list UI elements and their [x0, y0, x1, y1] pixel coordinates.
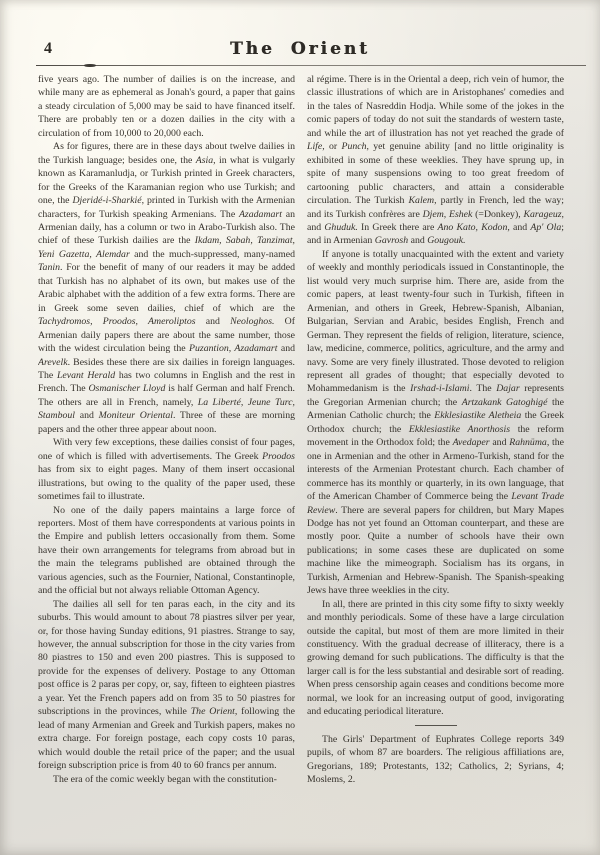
- text-segment: , partly in French, led the way; and its Turkish confrères are: [307, 195, 564, 220]
- paragraph: [38, 73, 295, 140]
- periodical-title: Djem, Eshek: [422, 208, 473, 220]
- periodical-title: Life: [307, 141, 323, 153]
- text-segment: , the one in Armenian and the other in Armeno-Turkish, stand for the interests of the Armenian Protestant church. Each chamber of commerce has its monthly or quarterly, in its own language, that of the American Chamber of Commerce being the: [307, 437, 564, 503]
- periodical-title: Puzantion, Azadamart: [189, 343, 278, 355]
- text-segment: and the much-suppressed, many-named: [129, 248, 295, 260]
- text-segment: and: [195, 316, 231, 328]
- periodical-title: Osmanischer Lloyd: [88, 383, 166, 395]
- periodical-title: Tachydromos, Proodos, Ameroliptos: [38, 316, 196, 328]
- text-segment: If anyone is totally unacquainted with the extent and variety of weekly and monthly periodicals issued in Constantinople, the list would very much surprise him. There are, aside from the comic papers, at least twenty-four such in Turkish, fifteen in Armenian, and others in Greek, Hebrew-Spanish, Albanian, Bulgarian, Servian and Arabic, besides English, French and German. They represent the fields of religion, literature, science, law, medicine, commerce, politics, agriculture, and the army and navy. Some are very finely illustrated. Those devoted to religion represent all grades of thought; that especially devoted to Mohammedanism is the: [307, 248, 564, 395]
- text-segment: The Girls' Department of Euphrates College reports 349 pupils, of whom 87 are boarders. The religious affiliations are, Gregorians, 189; Protestants, 132; Catholics, 2; Syrians, 4; Moslems, 2.: [307, 733, 564, 786]
- text-segment: and: [75, 410, 99, 422]
- periodical-title: Punch: [341, 141, 367, 153]
- paragraph: [307, 733, 564, 787]
- periodical-title: Irshad-i-Islami: [410, 383, 470, 395]
- periodical-title: Karageuz: [523, 208, 562, 220]
- periodical-title: The Orient: [190, 706, 235, 718]
- text-segment: the Armenian Catholic church; the: [307, 396, 564, 422]
- left-column: [38, 73, 295, 845]
- text-segment: and: [489, 437, 510, 449]
- text-segment: has from six to eight pages. Many of them insert occasional illustrations, but owing to the quality of the paper used, these sometimes fail to illustrate.: [38, 464, 295, 503]
- text-segment: As for figures, there are in these days about twelve dailies in the Turkish language; besides one, the: [38, 141, 295, 166]
- right-column: [307, 73, 564, 845]
- periodical-title: Azadamart: [238, 208, 282, 220]
- text-segment: , or: [322, 141, 342, 153]
- text-segment: has two columns in English and the rest in French. The: [38, 369, 295, 395]
- periodical-title: Avedaper: [452, 437, 490, 449]
- paragraph: [307, 598, 564, 719]
- paragraph: [38, 140, 295, 436]
- text-segment: (=Donkey),: [472, 208, 524, 220]
- periodical-title: Ap' Ola: [530, 221, 562, 233]
- paragraph: [307, 73, 564, 248]
- text-segment: , in what is vulgarly known as Karamanludja, or Turkish printed in Greek characters, for the Greeks of the Karamanian region who use Turkish; and one, the: [38, 154, 295, 207]
- page-number: 4: [44, 40, 53, 57]
- paragraph: [38, 436, 295, 503]
- periodical-title: Proodos: [262, 450, 295, 462]
- paragraph: [38, 773, 295, 786]
- periodical-title: Moniteur Oriental: [98, 410, 173, 422]
- text-segment: . For the benefit of many of our readers it may be added that Turkish has no alphabet of its own, but makes use of the Arabic alphabet with the addition of a few extra forms. There are in Greek some seven dailies, chief of which are the: [38, 262, 295, 314]
- masthead-title: The Orient: [230, 39, 370, 59]
- text-segment: , following the lead of many Armenian and Greek and Turkish papers, makes no extra charge. For foreign postage, each copy costs 10 paras, which would double the retail price of the paper; and the usual foreign subscription price is from 40 to 60 francs per annum.: [38, 706, 295, 772]
- text-columns: [38, 73, 564, 845]
- text-segment: the reform movement in the Orthodox fold; the: [307, 423, 564, 449]
- text-segment: is half German and half French. The others are all in French, namely,: [38, 383, 295, 408]
- header-rule: [36, 64, 586, 67]
- paragraph: [38, 504, 295, 598]
- periodical-title: Rahnüma: [509, 437, 547, 449]
- periodical-title: Gougouk.: [427, 235, 466, 247]
- section-divider: [415, 725, 457, 726]
- periodical-title: Artzakank Gatoghigé: [461, 396, 548, 408]
- periodical-title: Kalem: [408, 195, 435, 207]
- periodical-title: Arevelk: [38, 356, 68, 368]
- periodical-title: Neologhos.: [230, 316, 275, 328]
- text-segment: , and: [307, 208, 564, 233]
- text-segment: In Greek there are: [357, 221, 438, 233]
- periodical-title: Levant Herald: [56, 369, 116, 381]
- text-segment: . Three of these are morning papers and the other three appear about noon.: [38, 410, 295, 435]
- text-segment: . There are several papers for children, but Mary Mapes Dodge has not yet found an Ottoman counterpart, and these are mostly poor. Quite a number of schools have their own publications; in some cases these are duplicated on some machine like the mimeograph. Socialism has its organs, in Turkish, Armenian and Hebrew-Spanish. The Spanish-speaking Jews have three weeklies in the city.: [307, 504, 564, 597]
- text-segment: In all, there are printed in this city some fifty to sixty weekly and monthly periodicals. Some of these have a large circulation outside the capital, but most of them are more limited in their constituency. With the gradual decrease of illiteracy, there is a growing demand for such publications. The difficulty is that the larger call is for the less substantial and desirable sort of reading. When press censorship again ceases and conditions become more normal, we look for an increasing output of good, invigorating and educating periodical literature.: [307, 598, 564, 718]
- page-header: [0, 38, 600, 62]
- periodical-title: Ikdam, Sabah, Tanzimat, Yeni Gazetta, Alemdar: [38, 235, 295, 260]
- periodical-title: Ghuduk.: [324, 221, 358, 233]
- text-segment: With very few exceptions, these dailies consist of four pages, one of which is filled with advertisements. The Greek: [38, 437, 295, 462]
- text-segment: . The: [469, 383, 497, 395]
- periodical-title: Asia: [195, 154, 214, 166]
- periodical-title: Djeridé-i-Sharkié: [72, 195, 142, 207]
- text-segment: and: [277, 343, 295, 355]
- periodical-title: Gavrosh: [374, 235, 409, 247]
- text-segment: ; and in Armenian: [307, 221, 564, 247]
- text-segment: No one of the daily papers maintains a large force of reporters. Most of them have correspondents at various points in the Empire and publish letters occasionally from them. Some have their own arrangements for telegrams from abroad but in the main the telegrams published are obtained through the various agencies, such as the Fournier, National, Constantinople, and the official but not always reliable Ottoman Agency.: [38, 504, 295, 597]
- text-segment: , yet genuine ability [and no little originality is exhibited in some of these weeklies. They have sprung up, in spite of many suspensions owing to too great freedom of cartooning public characters, and attain a considerable circulation. The Turkish: [307, 141, 564, 207]
- text-segment: represents the Gregorian Armenian church; the: [307, 383, 564, 408]
- paragraph: [38, 598, 295, 773]
- text-segment: the Greek Orthodox church; the: [307, 410, 564, 435]
- periodical-title: Ekklesiastike Anorthosis: [408, 423, 511, 435]
- text-segment: an Armenian daily, has a column or two in Arabo-Turkish also. The chief of these Turkish dailies are the: [38, 208, 295, 247]
- text-segment: . Besides these there are six dailies in foreign languages. The: [38, 356, 295, 381]
- text-segment: al régime. There is in the Oriental a deep, rich vein of humor, the classic illustrations of which are in Aristophanes' comedies and in the tales of Nasreddin Hodja. While some of the jokes in the comic papers of today do not suit the standards of western taste, and while the art of illustration has not yet reached the grade of: [307, 74, 564, 139]
- text-segment: , and: [507, 221, 531, 233]
- text-segment: The dailies all sell for ten paras each, in the city and its suburbs. This would amount to about 78 piastres silver per year, or, for those having Sunday editions, 91 piastres. Strange to say, however, the annual subscription for those in the city varies from 80 piastres to 150 and even 200 piastres. This is supposed to provide for the expenses of delivery. Postage to any Ottoman post office is 2 paras per copy, or, say, fifteen to eighteen piastres a year. Yet the French papers add on from 35 to 50 piastres for subscriptions in the provinces, while: [38, 598, 295, 718]
- periodical-title: La Liberté, Jeune Turc, Stamboul: [38, 396, 295, 422]
- periodical-title: Dajar: [496, 383, 520, 395]
- text-segment: five years ago. The number of dailies is on the increase, and while many are as ephemeral as Jonah's gourd, a paper that gains a steady circulation of 5,000 may be said to have financed itself. There are probably ten or a dozen dailies in the city with a circulation of from 10,000 to 20,000 each.: [38, 74, 295, 139]
- text-segment: , printed in Turkish with the Armenian characters, for Turkish speaking Armenians. The: [38, 195, 295, 220]
- text-segment: and: [408, 235, 428, 247]
- paragraph: [307, 248, 564, 598]
- text-segment: Of Armenian daily papers there are about the same number, those with the widest circulation being the: [38, 316, 295, 355]
- text-segment: The era of the comic weekly began with the constitution-: [53, 773, 277, 785]
- periodical-title: Ano Kato, Kodon: [437, 221, 508, 233]
- periodical-title: Levant Trade Review: [307, 491, 564, 516]
- rule-ornament: [84, 64, 96, 67]
- periodical-title: Ekklesiastike Aletheia: [434, 410, 522, 422]
- periodical-title: Tanin: [38, 262, 60, 274]
